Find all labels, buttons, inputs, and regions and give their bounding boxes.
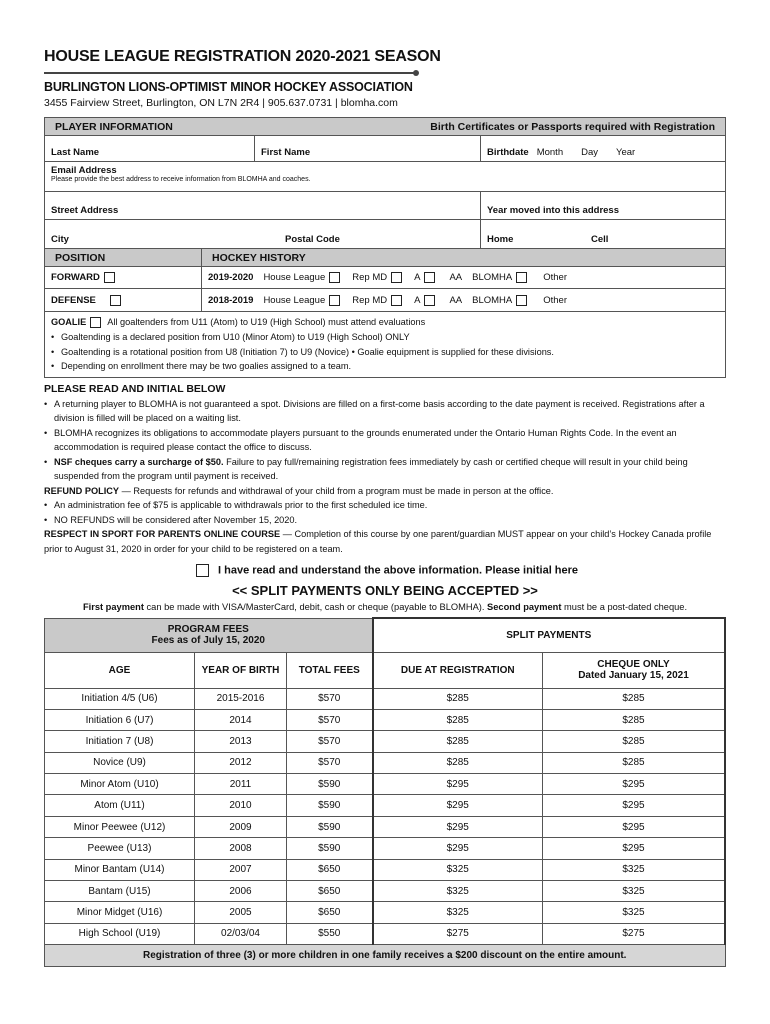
day-label: Day bbox=[581, 147, 599, 158]
email-field[interactable] bbox=[45, 162, 317, 191]
due-at-registration-cell: $295 bbox=[373, 838, 543, 859]
age-cell: Initiation 6 (U7) bbox=[45, 709, 195, 730]
goalie-label: GOALIE bbox=[51, 317, 87, 327]
due-at-registration-cell: $295 bbox=[373, 774, 543, 795]
total-fees-cell: $570 bbox=[287, 731, 373, 752]
age-cell: High School (U19) bbox=[45, 923, 195, 944]
policy-bullet: • A returning player to BLOMHA is not guaranteed a spot. Divisions are filled on a first-come basis according to the date payment is received. Registrations after a division is filled will be placed on a waiting list. bbox=[44, 397, 726, 426]
due-at-registration-cell: $325 bbox=[373, 902, 543, 923]
cheque-cell: $285 bbox=[543, 752, 726, 773]
fees-table bbox=[44, 617, 726, 967]
rep-md-checkbox[interactable] bbox=[391, 272, 402, 283]
fees-group-header bbox=[45, 618, 726, 652]
split-payments-heading: << SPLIT PAYMENTS ONLY BEING ACCEPTED >> bbox=[232, 583, 538, 598]
col-year-of-birth: YEAR OF BIRTH bbox=[195, 652, 287, 688]
position-history-body bbox=[45, 267, 725, 312]
defense-label: DEFENSE bbox=[51, 294, 96, 306]
history-year: 2018-2019 bbox=[208, 294, 254, 306]
col-total-fees: TOTAL FEES bbox=[287, 652, 373, 688]
page-title: HOUSE LEAGUE REGISTRATION 2020-2021 SEASON bbox=[44, 48, 441, 65]
year-of-birth-cell: 2006 bbox=[195, 881, 287, 902]
year-of-birth-cell: 2013 bbox=[195, 731, 287, 752]
fee-row bbox=[45, 731, 726, 752]
cheque-cell: $325 bbox=[543, 902, 726, 923]
total-fees-cell: $570 bbox=[287, 709, 373, 730]
id-requirement-note: Birth Certificates or Passports required with Registration bbox=[430, 120, 715, 133]
fee-row bbox=[45, 859, 726, 880]
read-heading: PLEASE READ AND INITIAL BELOW bbox=[44, 382, 226, 395]
cheque-cell: $295 bbox=[543, 795, 726, 816]
cheque-cell: $325 bbox=[543, 881, 726, 902]
total-fees-cell: $570 bbox=[287, 688, 373, 709]
year-of-birth-cell: 2015-2016 bbox=[195, 688, 287, 709]
cheque-cell: $295 bbox=[543, 774, 726, 795]
cell-phone-field[interactable]: Cell bbox=[591, 234, 609, 245]
age-cell: Minor Midget (U16) bbox=[45, 902, 195, 923]
goalie-section bbox=[45, 312, 725, 377]
position-header: POSITION bbox=[45, 249, 202, 267]
fee-row bbox=[45, 838, 726, 859]
age-cell: Atom (U11) bbox=[45, 795, 195, 816]
history-row-2019 bbox=[202, 267, 725, 289]
year-of-birth-cell: 2005 bbox=[195, 902, 287, 923]
home-phone-field[interactable]: Home bbox=[487, 234, 514, 245]
total-fees-cell: $650 bbox=[287, 902, 373, 923]
position-history-headers bbox=[45, 249, 725, 267]
name-row bbox=[45, 136, 725, 162]
policy-bullet: • An administration fee of $75 is applicable to withdrawals prior to the first scheduled ice time. bbox=[44, 498, 726, 513]
total-fees-cell: $590 bbox=[287, 774, 373, 795]
blomha-checkbox[interactable] bbox=[516, 295, 527, 306]
a-label: A bbox=[414, 294, 421, 306]
col-age: AGE bbox=[45, 652, 195, 688]
year-of-birth-cell: 2007 bbox=[195, 859, 287, 880]
total-fees-cell: $590 bbox=[287, 795, 373, 816]
fee-row bbox=[45, 902, 726, 923]
defense-option bbox=[45, 289, 201, 311]
defense-checkbox[interactable] bbox=[110, 295, 121, 306]
fee-row bbox=[45, 923, 726, 944]
aa-label: AA bbox=[449, 272, 463, 283]
cheque-cell: $295 bbox=[543, 816, 726, 837]
total-fees-cell: $590 bbox=[287, 816, 373, 837]
other-label: Other bbox=[543, 272, 568, 283]
policy-bullet: • BLOMHA recognizes its obligations to accommodate players pursuant to the grounds enumerated under the Ontario Human Rights Code. In the event an accommodation is required please contact the office to discuss. bbox=[44, 426, 726, 455]
history-rows bbox=[202, 267, 725, 311]
a-label: A bbox=[414, 272, 421, 283]
year-of-birth-cell: 2012 bbox=[195, 752, 287, 773]
goalie-checkbox[interactable] bbox=[90, 317, 101, 328]
house-league-checkbox[interactable] bbox=[329, 295, 340, 306]
year-of-birth-cell: 2010 bbox=[195, 795, 287, 816]
house-league-label: House League bbox=[263, 294, 326, 306]
org-name: BURLINGTON LIONS-OPTIMIST MINOR HOCKEY ASSOCIATION bbox=[44, 80, 413, 94]
blomha-label: BLOMHA bbox=[472, 272, 513, 283]
discount-row bbox=[45, 945, 726, 966]
city-field[interactable]: City bbox=[51, 234, 69, 245]
due-at-registration-cell: $295 bbox=[373, 816, 543, 837]
goalie-bullet: • Depending on enrollment there may be two goalies assigned to a team. bbox=[51, 359, 719, 374]
blomha-label: BLOMHA bbox=[472, 294, 513, 306]
rule-dot bbox=[413, 70, 419, 76]
age-cell: Minor Bantam (U14) bbox=[45, 859, 195, 880]
forward-label: FORWARD bbox=[51, 272, 100, 283]
fee-row bbox=[45, 881, 726, 902]
history-row-2018 bbox=[202, 289, 725, 311]
cheque-cell: $285 bbox=[543, 731, 726, 752]
goalie-line bbox=[51, 315, 719, 330]
age-cell: Bantam (U15) bbox=[45, 881, 195, 902]
goalie-bullet: • Goaltending is a rotational position from U8 (Initiation 7) to U9 (Novice) • Goalie equipment is supplied for these divisions. bbox=[51, 345, 719, 360]
fee-row bbox=[45, 795, 726, 816]
rep-md-label: Rep MD bbox=[352, 272, 388, 283]
goalie-bullet: • Goaltending is a declared position from U10 (Minor Atom) to U19 (High School) ONLY bbox=[51, 330, 719, 345]
total-fees-cell: $570 bbox=[287, 752, 373, 773]
year-label: Year bbox=[616, 147, 636, 158]
forward-option bbox=[45, 267, 201, 289]
cheque-cell: $325 bbox=[543, 859, 726, 880]
cheque-cell: $285 bbox=[543, 709, 726, 730]
due-at-registration-cell: $285 bbox=[373, 688, 543, 709]
position-options bbox=[45, 267, 202, 311]
cheque-cell: $285 bbox=[543, 688, 726, 709]
due-at-registration-cell: $285 bbox=[373, 752, 543, 773]
a-checkbox[interactable] bbox=[424, 295, 435, 306]
a-checkbox[interactable] bbox=[424, 272, 435, 283]
initial-line bbox=[44, 564, 726, 577]
fee-row bbox=[45, 709, 726, 730]
col-cheque-only: CHEQUE ONLY Dated January 15, 2021 bbox=[543, 652, 726, 688]
player-info-header bbox=[45, 118, 725, 136]
postal-code-field[interactable]: Postal Code bbox=[279, 220, 481, 248]
year-of-birth-cell: 2011 bbox=[195, 774, 287, 795]
goalie-bullets bbox=[51, 330, 719, 374]
hockey-history-header: HOCKEY HISTORY bbox=[202, 249, 725, 267]
family-discount-note: Registration of three (3) or more children in one family receives a $200 discount on the entire amount. bbox=[45, 945, 726, 966]
other-label: Other bbox=[543, 294, 568, 306]
initial-text: I have read and understand the above information. Please initial here bbox=[218, 564, 579, 577]
street-address-field[interactable]: Street Address bbox=[45, 192, 481, 219]
email-label: Email Address bbox=[51, 165, 117, 176]
age-cell: Minor Atom (U10) bbox=[45, 774, 195, 795]
email-note: Please provide the best address to receive information from BLOMHA and coaches. bbox=[51, 176, 311, 183]
total-fees-cell: $650 bbox=[287, 881, 373, 902]
fee-row bbox=[45, 688, 726, 709]
year-moved-field[interactable]: Year moved into this address bbox=[487, 205, 619, 216]
fees-column-headers bbox=[45, 652, 726, 688]
first-name-field[interactable]: First Name bbox=[255, 136, 481, 161]
position-history-section bbox=[44, 249, 726, 378]
age-cell: Minor Peewee (U12) bbox=[45, 816, 195, 837]
cheque-cell: $295 bbox=[543, 838, 726, 859]
email-row bbox=[45, 162, 725, 192]
month-label: Month bbox=[536, 147, 564, 158]
respect-in-sport: RESPECT IN SPORT FOR PARENTS ONLINE COURSE — Completion of this course by one parent/guardian MUST appear on your child’s Hockey Canada profile prior to August 31, 2020 in order for your child to be registered on a team. bbox=[44, 529, 712, 554]
due-at-registration-cell: $275 bbox=[373, 923, 543, 944]
due-at-registration-cell: $285 bbox=[373, 731, 543, 752]
org-address: 3455 Fairview Street, Burlington, ON L7N 2R4 | 905.637.0731 | blomha.com bbox=[44, 97, 398, 109]
due-at-registration-cell: $295 bbox=[373, 795, 543, 816]
due-at-registration-cell: $325 bbox=[373, 859, 543, 880]
player-info-section bbox=[44, 117, 726, 249]
fee-row bbox=[45, 752, 726, 773]
payment-methods-note: First payment can be made with VISA/MasterCard, debit, cash or cheque (payable to BLOMHA). Second payment must be a post-dated cheque. bbox=[82, 602, 688, 612]
player-info-title: PLAYER INFORMATION bbox=[55, 120, 173, 133]
street-row bbox=[45, 192, 725, 220]
title-rule bbox=[44, 72, 416, 74]
house-league-checkbox[interactable] bbox=[329, 272, 340, 283]
registration-form bbox=[44, 48, 726, 967]
program-fees-header: PROGRAM FEES Fees as of July 15, 2020 bbox=[45, 618, 373, 652]
history-year: 2019-2020 bbox=[208, 272, 254, 283]
fees-body bbox=[45, 688, 726, 945]
fee-row bbox=[45, 816, 726, 837]
birthdate-field[interactable]: Birthdate Month Day Year bbox=[487, 147, 636, 158]
total-fees-cell: $550 bbox=[287, 923, 373, 944]
policy-list bbox=[44, 397, 726, 557]
year-of-birth-cell: 2008 bbox=[195, 838, 287, 859]
split-payments-header: SPLIT PAYMENTS bbox=[373, 618, 726, 652]
age-cell: Initiation 4/5 (U6) bbox=[45, 688, 195, 709]
year-of-birth-cell: 02/03/04 bbox=[195, 923, 287, 944]
city-row bbox=[45, 220, 725, 248]
age-cell: Peewee (U13) bbox=[45, 838, 195, 859]
house-league-label: House League bbox=[263, 272, 326, 283]
refund-policy: REFUND POLICY — Requests for refunds and withdrawal of your child from a program must be made in person at the office. bbox=[44, 485, 554, 496]
cheque-cell: $275 bbox=[543, 923, 726, 944]
last-name-field[interactable]: Last Name bbox=[45, 136, 255, 161]
policy-bullet: • NO REFUNDS will be considered after November 15, 2020. bbox=[44, 513, 726, 528]
rep-md-label: Rep MD bbox=[352, 294, 388, 306]
year-of-birth-cell: 2009 bbox=[195, 816, 287, 837]
col-due-at-registration: DUE AT REGISTRATION bbox=[373, 652, 543, 688]
due-at-registration-cell: $325 bbox=[373, 881, 543, 902]
total-fees-cell: $590 bbox=[287, 838, 373, 859]
due-at-registration-cell: $285 bbox=[373, 709, 543, 730]
forward-checkbox[interactable] bbox=[104, 272, 115, 283]
fee-row bbox=[45, 774, 726, 795]
rep-md-checkbox[interactable] bbox=[391, 295, 402, 306]
aa-label: AA bbox=[449, 294, 463, 306]
initial-checkbox[interactable] bbox=[196, 564, 209, 577]
policy-bullet: • NSF cheques carry a surcharge of $50. Failure to pay full/remaining registration fees immediately by cash or certified cheque will result in your child being suspended from the program until payment is received. bbox=[44, 455, 726, 484]
goalie-evaluation-note: All goaltenders from U11 (Atom) to U19 (High School) must attend evaluations bbox=[107, 317, 426, 327]
age-cell: Novice (U9) bbox=[45, 752, 195, 773]
age-cell: Initiation 7 (U8) bbox=[45, 731, 195, 752]
year-of-birth-cell: 2014 bbox=[195, 709, 287, 730]
blomha-checkbox[interactable] bbox=[516, 272, 527, 283]
total-fees-cell: $650 bbox=[287, 859, 373, 880]
